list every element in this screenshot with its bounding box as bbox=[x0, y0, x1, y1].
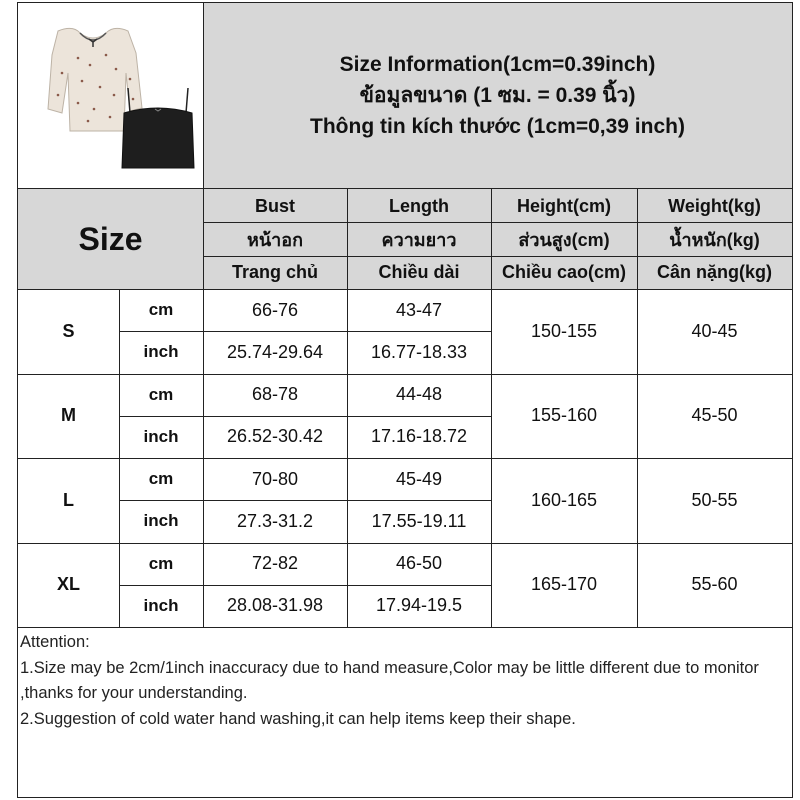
length-cm: 43-47 bbox=[395, 299, 443, 320]
length-inch: 17.55-19.11 bbox=[371, 510, 467, 531]
weight-range: 45-50 bbox=[691, 405, 738, 426]
column-header: Weight(kg) bbox=[637, 189, 792, 223]
title-thai: ข้อมูลขนาด (1 ซม. = 0.39 นิ้ว) bbox=[359, 84, 636, 107]
column-header: Trang chủ bbox=[203, 256, 347, 289]
size-label: XL bbox=[56, 574, 80, 595]
bust-inch: 25.74-29.64 bbox=[226, 341, 324, 362]
unit-label-cm: cm bbox=[148, 469, 174, 489]
unit-label-inch: inch bbox=[143, 342, 179, 362]
grid-line bbox=[17, 543, 793, 544]
grid-line bbox=[491, 189, 492, 627]
size-label: M bbox=[61, 405, 76, 426]
unit-label-inch: inch bbox=[143, 595, 179, 615]
grid-line bbox=[203, 222, 792, 223]
grid-line bbox=[17, 188, 793, 189]
attention-title: Attention: bbox=[20, 633, 90, 651]
column-header: Bust bbox=[203, 189, 347, 223]
unit-label-cm: cm bbox=[148, 384, 174, 404]
column-header: Chiều cao(cm) bbox=[491, 256, 637, 289]
bust-cm: 70-80 bbox=[251, 468, 299, 489]
grid-line bbox=[637, 189, 638, 627]
column-header: Cân nặng(kg) bbox=[637, 256, 792, 289]
column-header: ส่วนสูง(cm) bbox=[491, 223, 637, 256]
grid-line bbox=[347, 189, 348, 627]
bust-inch: 27.3-31.2 bbox=[236, 510, 314, 531]
grid-line bbox=[17, 289, 793, 290]
bust-inch: 28.08-31.98 bbox=[226, 595, 324, 616]
bust-inch: 26.52-30.42 bbox=[226, 426, 324, 447]
length-cm: 46-50 bbox=[395, 553, 443, 574]
unit-label-cm: cm bbox=[148, 300, 174, 320]
grid-line bbox=[203, 2, 204, 189]
title-english: Size Information(1cm=0.39inch) bbox=[339, 53, 656, 76]
column-header: Height(cm) bbox=[491, 189, 637, 223]
grid-line bbox=[203, 189, 204, 627]
height-range: 150-155 bbox=[530, 320, 598, 341]
size-label: L bbox=[63, 489, 74, 510]
attention-notes bbox=[20, 630, 790, 732]
length-cm: 45-49 bbox=[395, 468, 443, 489]
grid-line bbox=[17, 458, 793, 459]
grid-line bbox=[119, 331, 491, 332]
bust-cm: 72-82 bbox=[251, 553, 299, 574]
grid-line bbox=[17, 374, 793, 375]
title-vietnamese: Thông tin kích thước (1cm=0,39 inch) bbox=[310, 115, 685, 138]
length-inch: 17.16-18.72 bbox=[370, 426, 468, 447]
weight-range: 55-60 bbox=[691, 574, 738, 595]
height-range: 155-160 bbox=[530, 405, 598, 426]
grid-line bbox=[17, 627, 793, 628]
grid-line bbox=[119, 289, 120, 627]
column-header: ความยาว bbox=[347, 223, 491, 256]
product-illustration bbox=[18, 3, 203, 188]
bust-cm: 68-78 bbox=[251, 384, 299, 405]
product-image bbox=[18, 3, 203, 188]
attention-note-1: 1.Size may be 2cm/1inch inaccuracy due to hand measure,Color may be little different due to monitor ,thanks for your understanding. bbox=[20, 658, 759, 702]
attention-note-2: 2.Suggestion of cold water hand washing,it can help items keep their shape. bbox=[20, 709, 576, 728]
height-range: 165-170 bbox=[530, 574, 598, 595]
bust-cm: 66-76 bbox=[251, 299, 299, 320]
length-inch: 16.77-18.33 bbox=[370, 341, 468, 362]
unit-label-cm: cm bbox=[148, 553, 174, 573]
unit-label-inch: inch bbox=[143, 426, 179, 446]
size-header-label: Size bbox=[78, 220, 143, 257]
weight-range: 50-55 bbox=[691, 489, 738, 510]
column-header: น้ำหนัก(kg) bbox=[637, 223, 792, 256]
column-header: หน้าอก bbox=[203, 223, 347, 256]
column-header: Chiều dài bbox=[347, 256, 491, 289]
size-label: S bbox=[62, 320, 75, 341]
length-inch: 17.94-19.5 bbox=[375, 595, 463, 616]
unit-label-inch: inch bbox=[143, 511, 179, 531]
grid-line bbox=[203, 256, 792, 257]
size-header bbox=[18, 189, 203, 289]
grid-line bbox=[119, 585, 491, 586]
title-block bbox=[203, 3, 792, 188]
grid-line bbox=[119, 416, 491, 417]
weight-range: 40-45 bbox=[691, 320, 738, 341]
grid-line bbox=[119, 500, 491, 501]
length-cm: 44-48 bbox=[395, 384, 443, 405]
column-header: Length bbox=[347, 189, 491, 223]
height-range: 160-165 bbox=[530, 489, 598, 510]
